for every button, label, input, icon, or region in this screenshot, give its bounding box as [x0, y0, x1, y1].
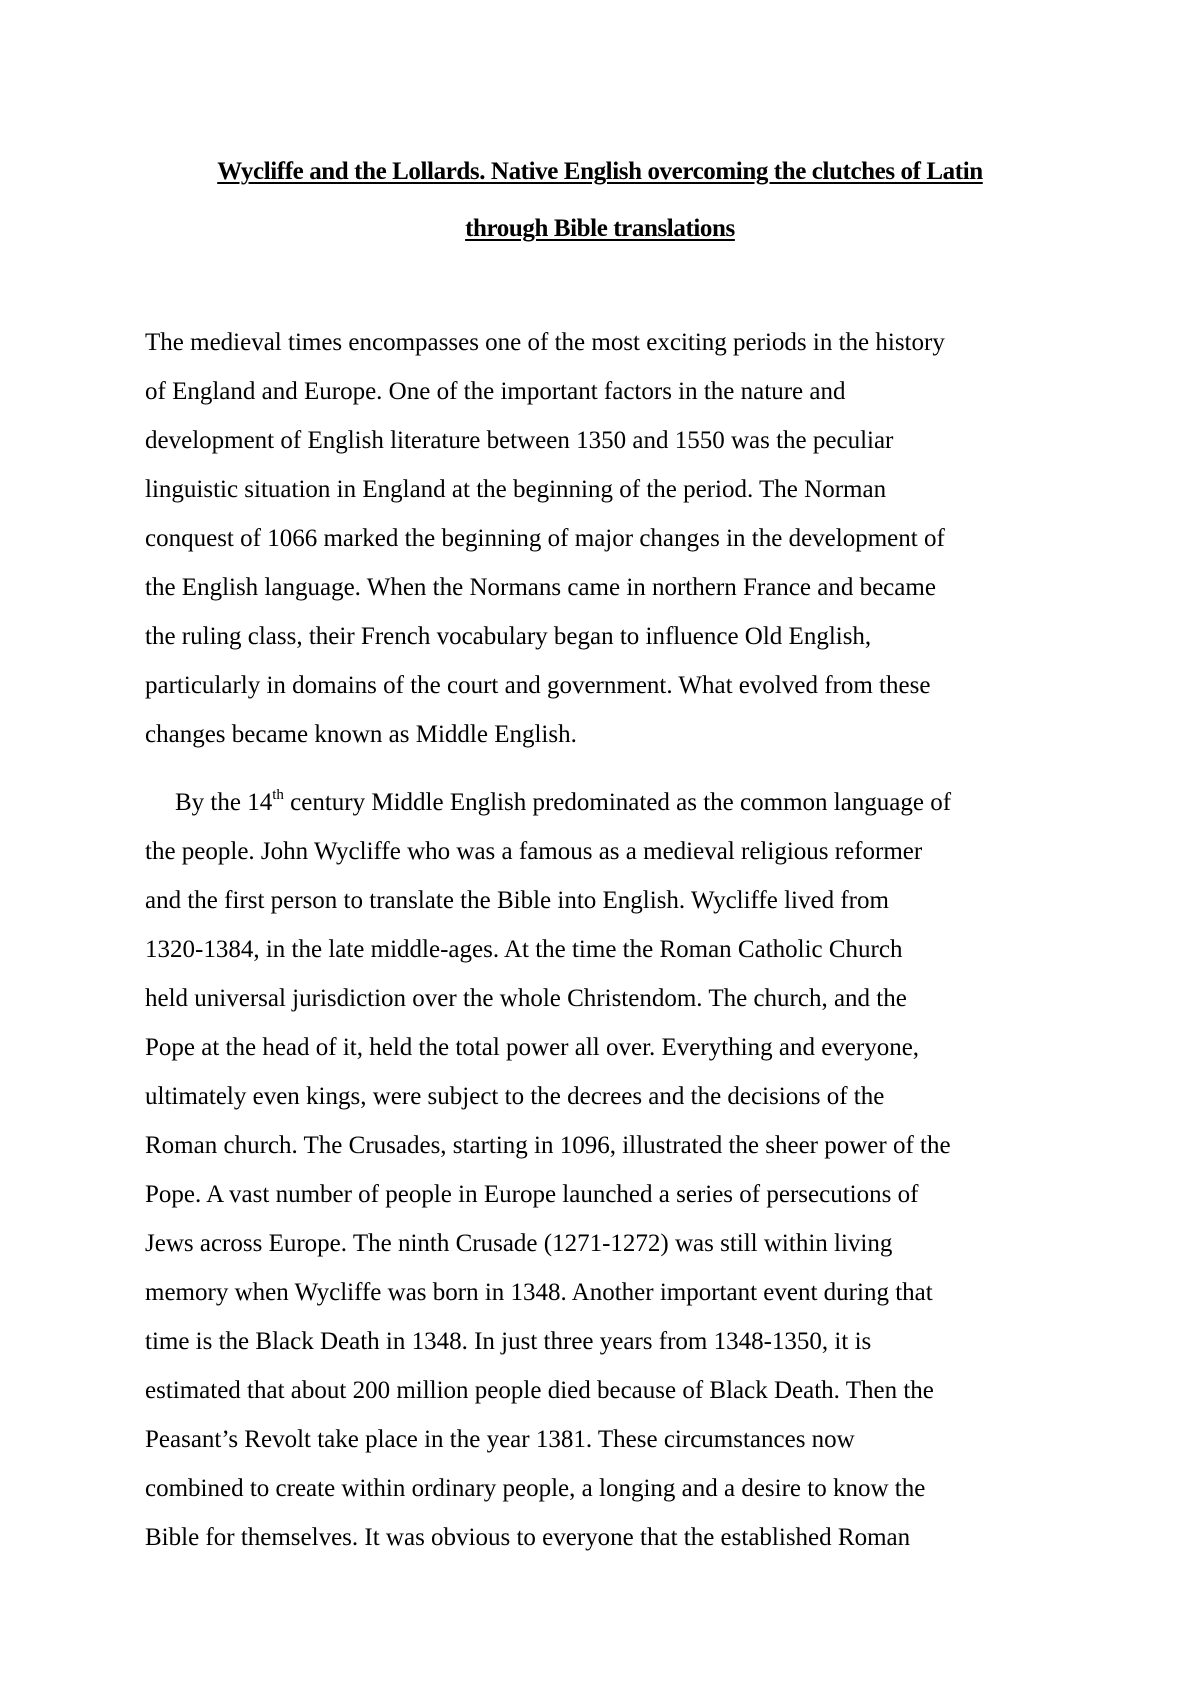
document-title: [145, 143, 1055, 257]
paragraph-line: Roman church. The Crusades, starting in 1096, illustrated the sheer power of the: [145, 1132, 951, 1159]
paragraph-line: development of English literature between 1350 and 1550 was the peculiar: [145, 427, 894, 454]
paragraph-line: The medieval times encompasses one of the most exciting periods in the history: [145, 329, 945, 356]
ordinal-superscript: th: [272, 787, 284, 803]
paragraph-line: Peasant’s Revolt take place in the year 1381. These circumstances now: [145, 1426, 855, 1453]
title-line-2: through Bible translations: [465, 215, 735, 242]
title-line-1: Wycliffe and the Lollards. Native English overcoming the clutches of Latin: [217, 158, 983, 185]
paragraph-line: and the first person to translate the Bible into English. Wycliffe lived from: [145, 887, 889, 914]
paragraph-line: of England and Europe. One of the important factors in the nature and: [145, 378, 846, 405]
paragraph-line: 1320-1384, in the late middle-ages. At the time the Roman Catholic Church: [145, 936, 903, 963]
paragraph-line: Pope. A vast number of people in Europe launched a series of persecutions of: [145, 1181, 919, 1208]
paragraph-line: the English language. When the Normans came in northern France and became: [145, 574, 936, 601]
paragraph-first-line: By the 14th century Middle English predominated as the common language of: [175, 787, 952, 816]
paragraph-line: estimated that about 200 million people died because of Black Death. Then the: [145, 1377, 934, 1404]
paragraph-line: Pope at the head of it, held the total power all over. Everything and everyone,: [145, 1034, 920, 1061]
paragraph-1: [145, 318, 1075, 759]
paragraph-line: changes became known as Middle English.: [145, 721, 577, 748]
paragraph-2: [145, 778, 1075, 1562]
paragraph-line: particularly in domains of the court and government. What evolved from these: [145, 672, 931, 699]
paragraph-line: Jews across Europe. The ninth Crusade (1271-1272) was still within living: [145, 1230, 893, 1257]
paragraph-line: conquest of 1066 marked the beginning of major changes in the development of: [145, 525, 945, 552]
paragraph-line: ultimately even kings, were subject to the decrees and the decisions of the: [145, 1083, 885, 1110]
paragraph-line: time is the Black Death in 1348. In just three years from 1348-1350, it is: [145, 1328, 872, 1355]
paragraph-line: held universal jurisdiction over the whole Christendom. The church, and the: [145, 985, 907, 1012]
paragraph-line: Bible for themselves. It was obvious to everyone that the established Roman: [145, 1524, 911, 1551]
paragraph-line: the people. John Wycliffe who was a famous as a medieval religious reformer: [145, 838, 923, 865]
paragraph-line: combined to create within ordinary people, a longing and a desire to know the: [145, 1475, 926, 1502]
paragraph-line: memory when Wycliffe was born in 1348. Another important event during that: [145, 1279, 933, 1306]
paragraph-line: linguistic situation in England at the beginning of the period. The Norman: [145, 476, 887, 503]
paragraph-line: the ruling class, their French vocabulary began to influence Old English,: [145, 623, 872, 650]
